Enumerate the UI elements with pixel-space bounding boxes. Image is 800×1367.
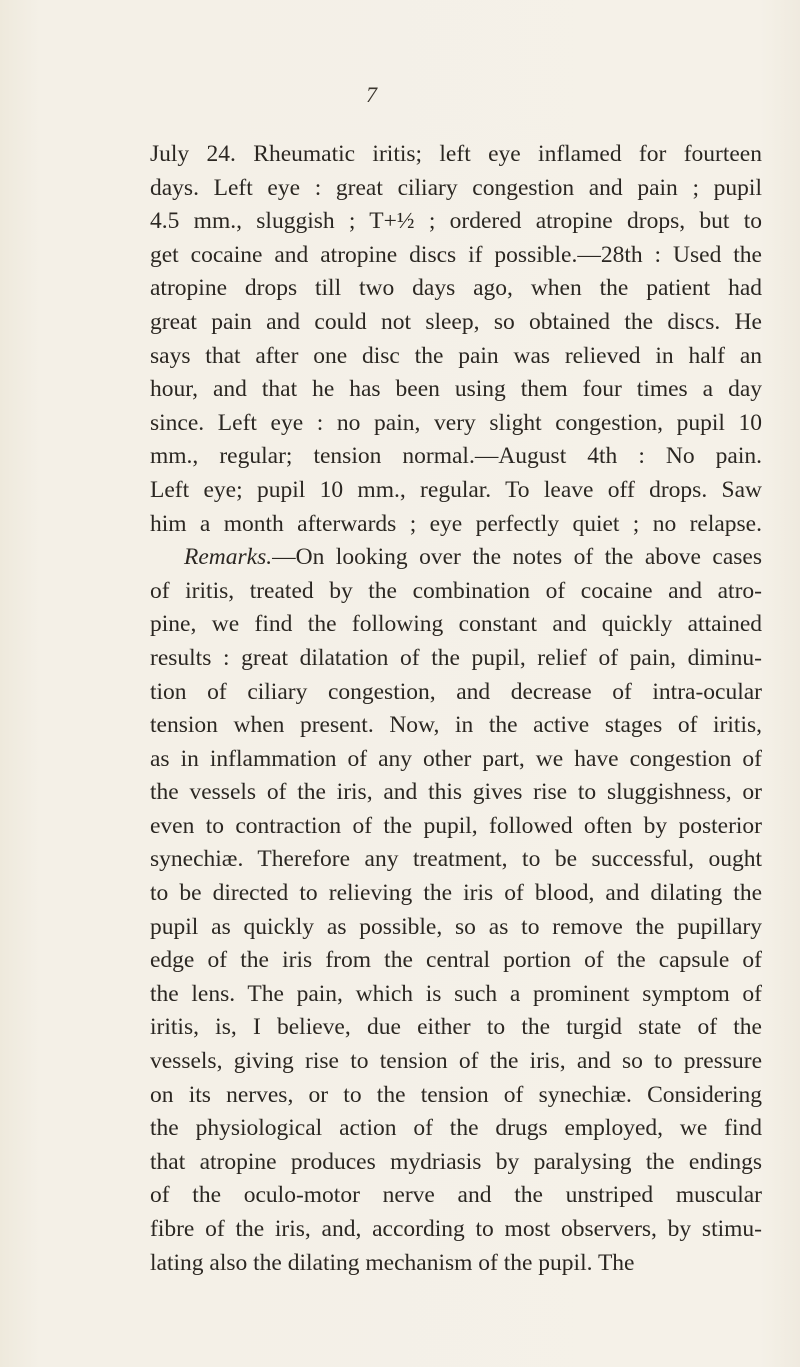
line-text: days. Left eye : great ciliary congestion and pain ; pupil [150,174,762,201]
text-line [150,1079,762,1113]
text-line [150,944,762,978]
line-text: to be directed to relieving the iris of blood, and dilating the [150,880,762,907]
line-text: vessels, giving rise to tension of the iris, and so to pressure [150,1048,762,1075]
line-text: tension when present. Now, in the active stages of iritis, [150,712,762,739]
text-line [150,474,762,508]
line-text: that atropine produces mydriasis by paralysing the endings [150,1148,762,1175]
line-text: July 24. Rheumatic iritis; left eye inflamed for fourteen [150,141,762,167]
line-text: says that after one disc the pain was relieved in half an [150,342,762,369]
text-line [150,810,762,844]
text-line [150,373,762,407]
text-line [150,239,762,273]
text-line [150,1146,762,1180]
line-text: Left eye; pupil 10 mm., regular. To leave off drops. Saw [150,476,762,503]
text-line [150,1247,762,1281]
text-line [150,306,762,340]
text-line [150,172,762,206]
line-text: edge of the iris from the central portion of the capsule of [150,947,762,974]
body-text [150,138,762,1280]
text-line [150,676,762,710]
text-line [150,1179,762,1213]
text-line [150,440,762,474]
line-text: results : great dilatation of the pupil, relief of pain, diminu- [150,644,762,671]
line-text: even to contraction of the pupil, followed often by posterior [150,812,762,839]
line-text: mm., regular; tension normal.—August 4th : No pain. [150,443,762,470]
line-text: —On looking over the notes of the above cases [272,544,762,571]
text-line [150,743,762,777]
line-text: the physiological action of the drugs employed, we find [150,1115,762,1142]
line-text: the lens. The pain, which is such a prominent symptom of [150,980,762,1007]
text-line [150,843,762,877]
line-text: fibre of the iris, and, according to most observers, by stimu- [150,1216,762,1242]
text-line [150,575,762,609]
text-line [150,911,762,945]
line-text: him a month afterwards ; eye perfectly quiet ; no relapse. [150,510,762,537]
line-text: since. Left eye : no pain, very slight congestion, pupil 10 [150,409,762,436]
line-text: 4.5 mm., sluggish ; T+½ ; ordered atropine drops, but to [150,208,762,235]
text-line [150,709,762,743]
line-text: pupil as quickly as possible, so as to remove the pupillary [150,913,762,940]
line-text: atropine drops till two days ago, when the patient had [150,275,762,302]
text-line [150,1213,762,1247]
line-text: get cocaine and atropine discs if possible.—28th : Used the [150,241,762,268]
line-text: of the oculo-motor nerve and the unstriped muscular [150,1182,762,1209]
text-line [150,642,762,676]
text-line [150,978,762,1012]
text-line [150,407,762,441]
line-text: hour, and that he has been using them four times a day [150,376,762,403]
text-line [150,205,762,239]
line-text: pine, we find the following constant and quickly attained [150,611,762,638]
text-line [150,1112,762,1146]
line-text: of iritis, treated by the combination of cocaine and atro- [150,577,762,604]
text-line [150,508,762,542]
text-line [150,340,762,374]
line-text: synechiæ. Therefore any treatment, to be successful, ought [150,846,762,873]
line-text: iritis, is, I believe, due either to the turgid state of the [150,1014,762,1041]
text-line [150,1045,762,1079]
text-line [150,776,762,810]
italic-heading: Remarks. [184,544,273,571]
text-line [150,138,762,172]
line-text: tion of ciliary congestion, and decrease of intra-ocular [150,678,762,705]
text-line [150,1011,762,1045]
text-line [150,877,762,911]
line-text: on its nerves, or to the tension of synechiæ. Considering [150,1081,762,1108]
line-text: great pain and could not sleep, so obtained the discs. He [150,308,762,335]
line-text: as in inflammation of any other part, we have congestion of [150,745,762,772]
page-number: 7 [366,82,377,107]
text-line [150,272,762,306]
text-line [150,608,762,642]
text-line [150,541,762,575]
line-text: lating also the dilating mechanism of the pupil. The [150,1249,635,1276]
line-text: the vessels of the iris, and this gives rise to sluggishness, or [150,779,762,806]
